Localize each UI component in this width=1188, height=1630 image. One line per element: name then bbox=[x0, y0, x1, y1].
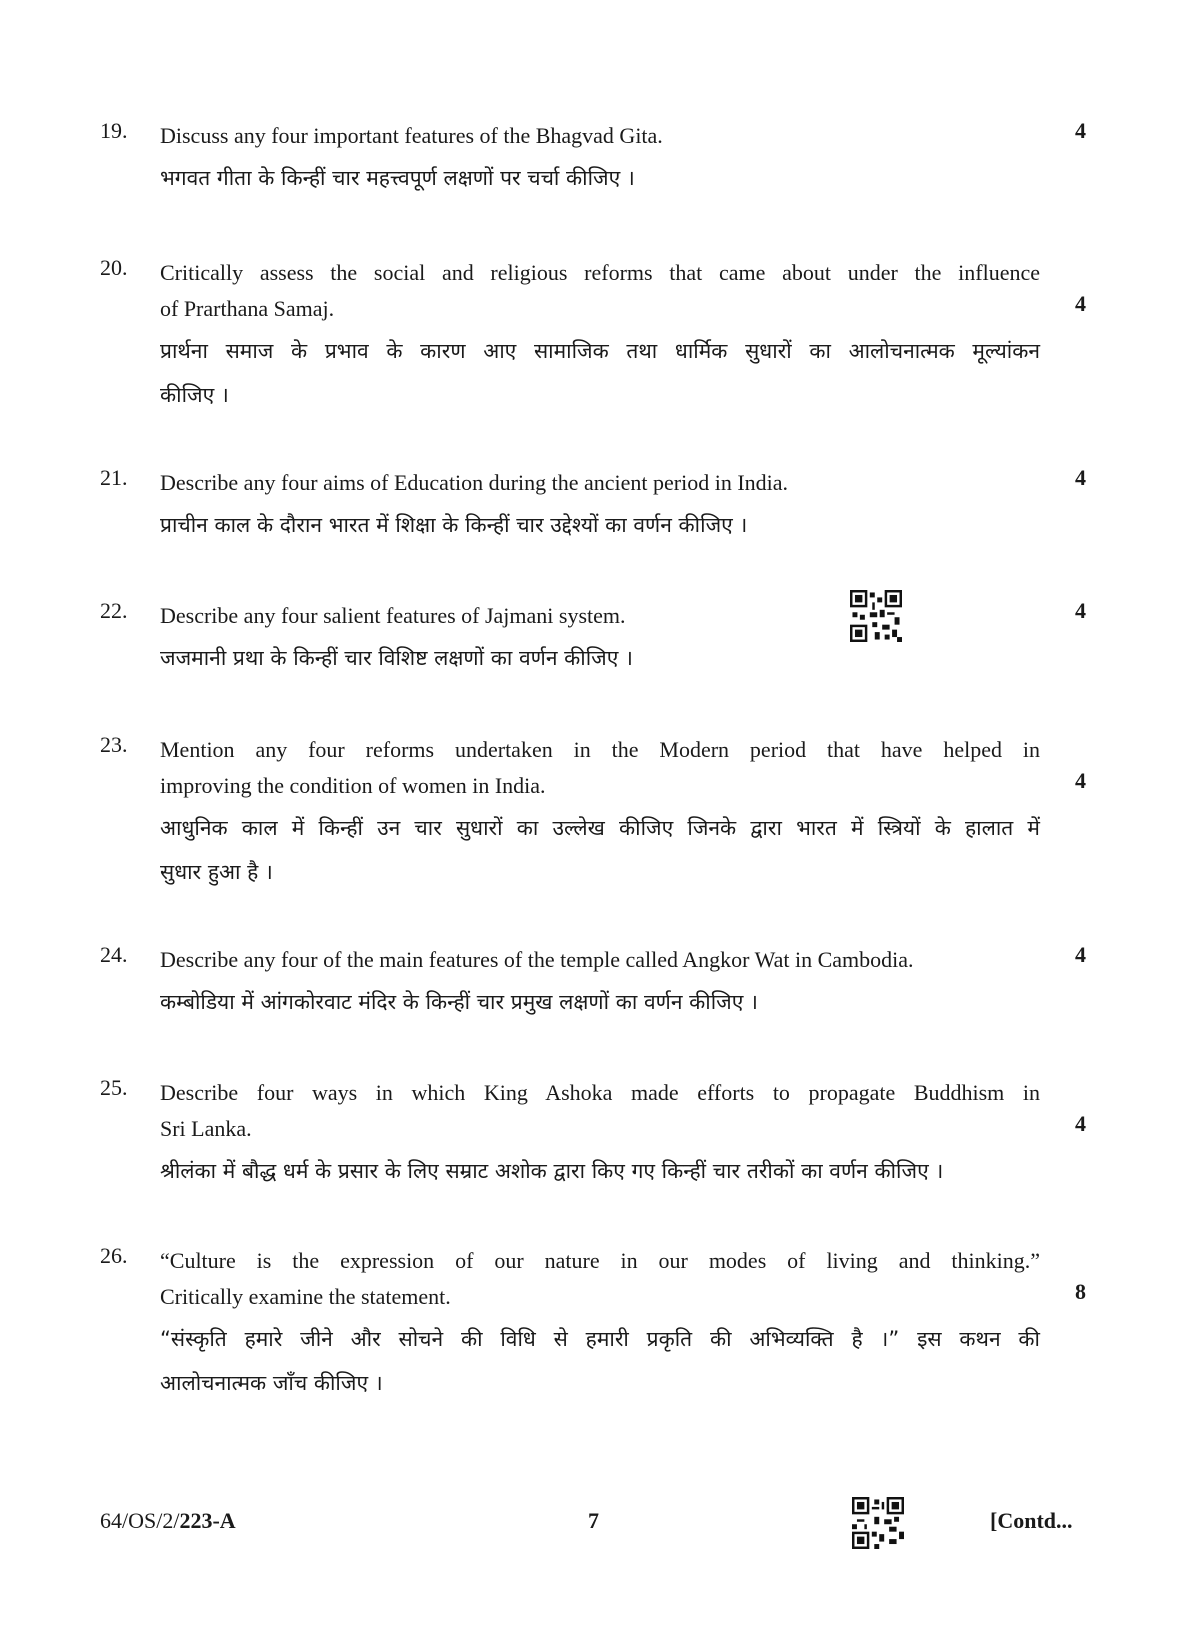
hindi-line: भगवत गीता के किन्हीं चार महत्त्वपूर्ण लक्षणों पर चर्चा कीजिए । bbox=[160, 166, 635, 190]
question-marks: 4 bbox=[1075, 1111, 1086, 1136]
hindi-line: श्रीलंका में बौद्ध धर्म के प्रसार के लिए सम्राट अशोक द्वारा किए गए किन्हीं चार तरीकों का वर्णन कीजिए । bbox=[160, 1159, 944, 1183]
english-line: Critically assess the social and religious reforms that came about under the influence bbox=[160, 260, 1040, 285]
hindi-line: प्रार्थना समाज के प्रभाव के कारण आए सामाजिक तथा धार्मिक सुधारों का आलोचनात्मक मूल्यांकन bbox=[160, 339, 1040, 363]
english-line: of Prarthana Samaj. bbox=[160, 296, 335, 321]
question-marks: 8 bbox=[1075, 1279, 1086, 1304]
question-number: 23. bbox=[100, 732, 128, 757]
question-number: 24. bbox=[100, 942, 128, 967]
paper-code-prefix: 64/OS/2/ bbox=[100, 1508, 180, 1533]
question-text-english bbox=[160, 942, 1040, 978]
question-text-english bbox=[160, 732, 1040, 804]
hindi-line: आलोचनात्मक जाँच कीजिए । bbox=[160, 1371, 383, 1395]
question-text-hindi bbox=[160, 156, 1040, 200]
hindi-line: आधुनिक काल में किन्हीं उन चार सुधारों का उल्लेख कीजिए जिनके द्वारा भारत में स्त्रियों के हालात में bbox=[160, 816, 1040, 840]
question-text-hindi bbox=[160, 980, 1040, 1024]
contd-label: [Contd... bbox=[990, 1508, 1073, 1533]
hindi-line: कीजिए । bbox=[160, 383, 229, 407]
question-number: 20. bbox=[100, 255, 128, 280]
question-number: 21. bbox=[100, 465, 128, 490]
qr-code-icon bbox=[850, 590, 902, 642]
question-marks: 4 bbox=[1075, 942, 1086, 967]
question-text-hindi bbox=[160, 806, 1040, 894]
english-line: “Culture is the expression of our nature in our modes of living and thinking.” bbox=[160, 1248, 1040, 1273]
question-marks: 4 bbox=[1075, 598, 1086, 623]
question-number: 25. bbox=[100, 1075, 128, 1100]
english-line: Describe any four salient features of Jajmani system. bbox=[160, 603, 626, 628]
question-text-hindi bbox=[160, 329, 1040, 417]
page-number: 7 bbox=[588, 1508, 599, 1533]
question-text-hindi bbox=[160, 636, 1040, 680]
english-line: Sri Lanka. bbox=[160, 1116, 252, 1141]
english-line: Describe any four of the main features of the temple called Angkor Wat in Cambodia. bbox=[160, 947, 914, 972]
hindi-line: प्राचीन काल के दौरान भारत में शिक्षा के किन्हीं चार उद्देश्यों का वर्णन कीजिए । bbox=[160, 513, 748, 537]
hindi-line: “संस्कृति हमारे जीने और सोचने की विधि से हमारी प्रकृति की अभिव्यक्ति है ।” इस कथन की bbox=[160, 1327, 1040, 1351]
paper-code-bold: 223-A bbox=[179, 1508, 236, 1533]
hindi-line: सुधार हुआ है । bbox=[160, 860, 273, 884]
question-number: 19. bbox=[100, 118, 128, 143]
english-line: Critically examine the statement. bbox=[160, 1284, 451, 1309]
question-number: 26. bbox=[100, 1243, 128, 1268]
paper-code bbox=[100, 1508, 236, 1534]
question-text-hindi bbox=[160, 1149, 1040, 1193]
question-number: 22. bbox=[100, 598, 128, 623]
english-line: Describe four ways in which King Ashoka made efforts to propagate Buddhism in bbox=[160, 1080, 1040, 1105]
hindi-line: कम्बोडिया में आंगकोरवाट मंदिर के किन्हीं चार प्रमुख लक्षणों का वर्णन कीजिए । bbox=[160, 990, 758, 1014]
question-marks: 4 bbox=[1075, 768, 1086, 793]
question-text-english bbox=[160, 598, 1040, 634]
english-line: Mention any four reforms undertaken in the Modern period that have helped in bbox=[160, 737, 1040, 762]
english-line: Discuss any four important features of the Bhagvad Gita. bbox=[160, 123, 663, 148]
question-text-hindi bbox=[160, 503, 1040, 547]
question-text-english bbox=[160, 118, 1040, 154]
question-marks: 4 bbox=[1075, 465, 1086, 490]
hindi-line: जजमानी प्रथा के किन्हीं चार विशिष्ट लक्षणों का वर्णन कीजिए । bbox=[160, 646, 633, 670]
english-line: improving the condition of women in India. bbox=[160, 773, 546, 798]
question-text-english bbox=[160, 1075, 1040, 1147]
question-marks: 4 bbox=[1075, 291, 1086, 316]
question-text-english bbox=[160, 255, 1040, 327]
question-text-english bbox=[160, 465, 1040, 501]
question-text-hindi bbox=[160, 1317, 1040, 1405]
footer-qr-code-icon bbox=[852, 1497, 904, 1549]
question-marks: 4 bbox=[1075, 118, 1086, 143]
question-text-english bbox=[160, 1243, 1040, 1315]
english-line: Describe any four aims of Education during the ancient period in India. bbox=[160, 470, 789, 495]
